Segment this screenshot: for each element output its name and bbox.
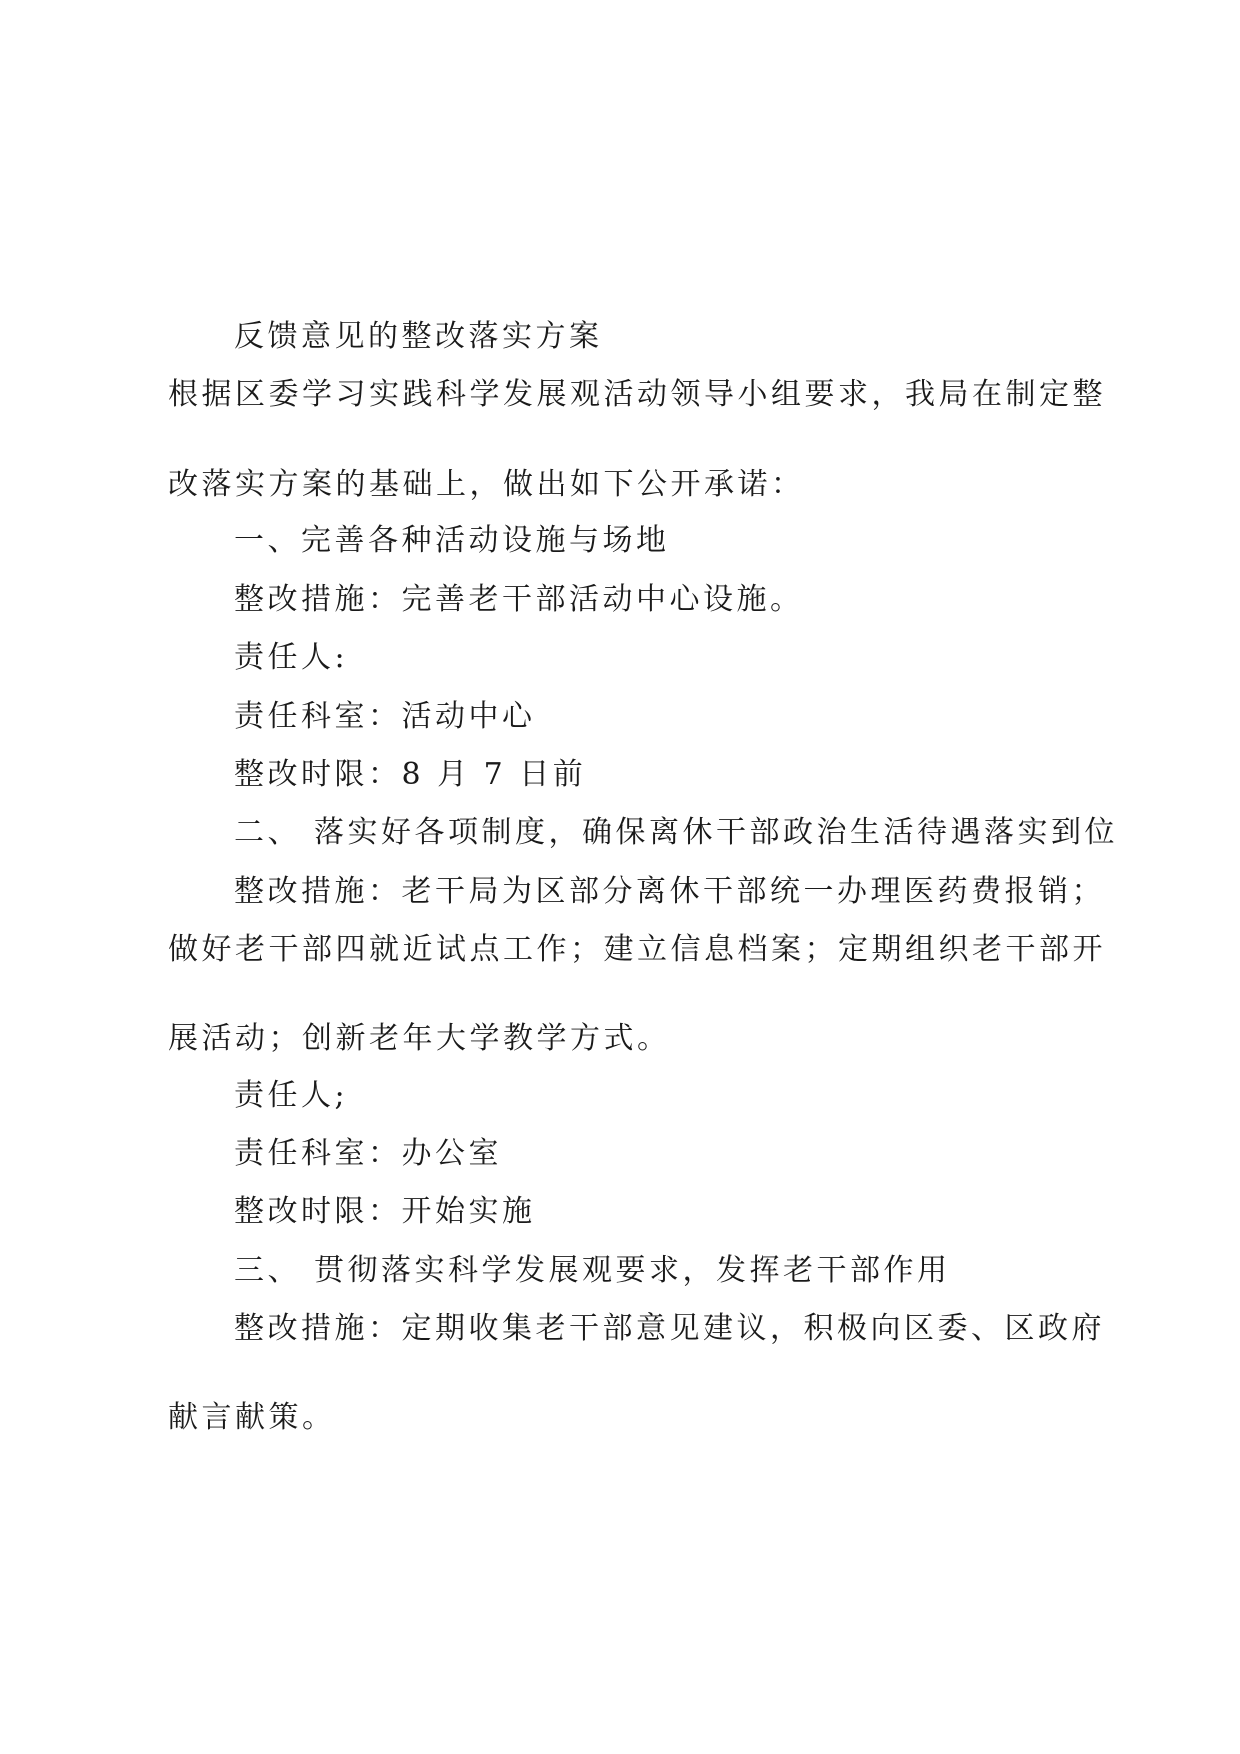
section-1-responsible-person: 责任人: <box>234 640 349 675</box>
section-2-heading: 二、 落实好各项制度，确保离休干部政治生活待遇落实到位 <box>234 815 1119 850</box>
section-2-measures-line-2: 做好老干部四就近试点工作；建立信息档案；定期组织老干部开 <box>168 932 1106 967</box>
section-2-responsible-person: 责任人; <box>234 1078 349 1113</box>
section-3-heading: 三、 贯彻落实科学发展观要求，发挥老干部作用 <box>234 1253 951 1288</box>
section-2-responsible-dept: 责任科室：办公室 <box>234 1136 502 1171</box>
document-title: 反馈意见的整改落实方案 <box>234 319 603 354</box>
intro-line-2: 改落实方案的基础上，做出如下公开承诺： <box>168 467 805 502</box>
section-1-heading: 一、完善各种活动设施与场地 <box>234 523 670 558</box>
section-2-measures-line-1: 整改措施：老干局为区部分离休干部统一办理医药费报销； <box>234 874 1105 909</box>
section-1-responsible-dept: 责任科室：活动中心 <box>234 699 536 734</box>
intro-line-1: 根据区委学习实践科学发展观活动领导小组要求，我局在制定整 <box>168 377 1106 412</box>
section-3-measures-line-2: 献言献策。 <box>168 1400 336 1435</box>
section-1-measures: 整改措施：完善老干部活动中心设施。 <box>234 582 804 617</box>
section-2-measures-line-3: 展活动；创新老年大学教学方式。 <box>168 1021 671 1056</box>
section-2-deadline: 整改时限：开始实施 <box>234 1194 536 1229</box>
section-3-measures-line-1: 整改措施：定期收集老干部意见建议，积极向区委、区政府 <box>234 1311 1105 1346</box>
section-1-deadline: 整改时限：8 月 7 日前 <box>234 757 587 792</box>
